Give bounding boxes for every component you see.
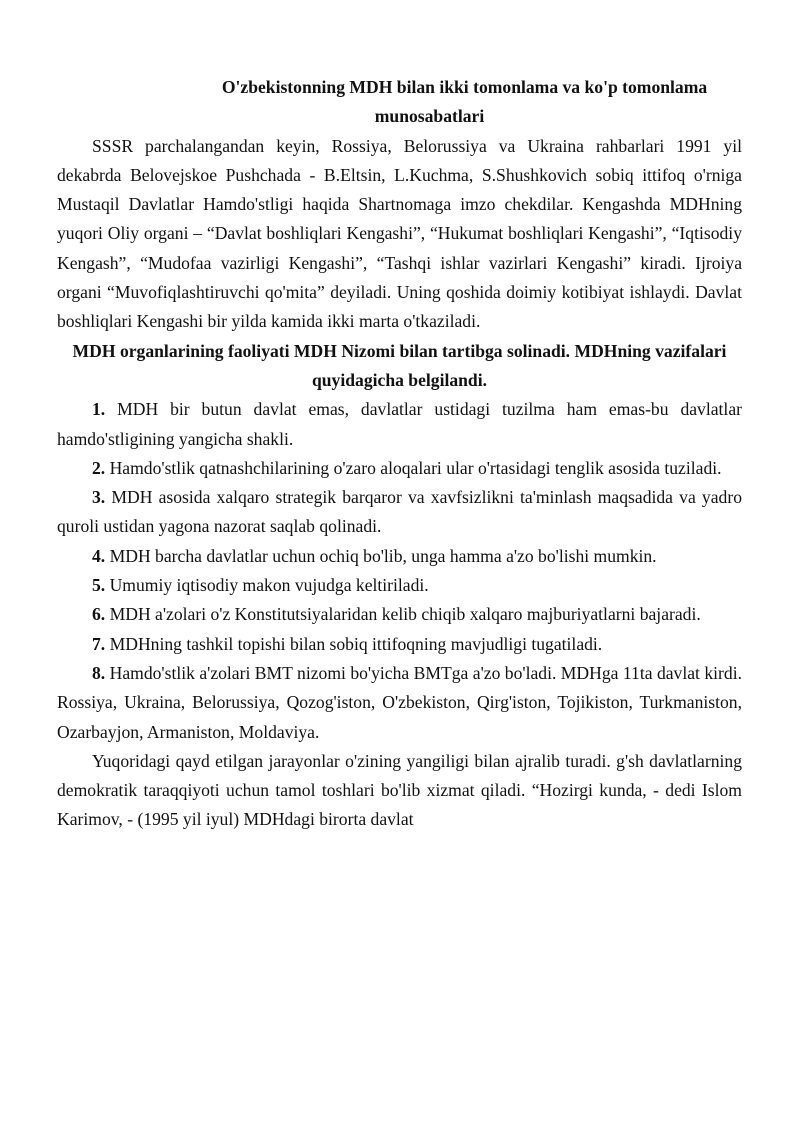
item-text: MDH barcha davlatlar uchun ochiq bo'lib, unga hamma a'zo bo'lishi mumkin. — [105, 545, 657, 566]
list-item — [57, 571, 742, 600]
closing-paragraph: Yuqoridagi qayd etilgan jarayonlar o'zining yangiligi bilan ajralib turadi. g'sh davlatlarning demokratik taraqqiyoti uchun tamol toshlari bo'lib xizmat qiladi. “Hozirgi kunda, - dedi Islom Karimov, - (1995 yil iyul) MDHdagi birorta davlat — [57, 750, 742, 830]
intro-paragraph: SSSR parchalangandan keyin, Rossiya, Belorussiya va Ukraina rahbarlari 1991 yil dekabrda Belovejskoe Pushchada - B.Eltsin, L.Kuchma, S.Shushkovich sobiq ittifoq o'rniga Mustaqil Davlatlar Hamdo'stligi haqida Shartnomaga imzo chekdilar. Kengashda MDHning yuqori Oliy organi – “Davlat boshliqlari Kengashi”, “Hukumat boshliqlari Kengashi”, “Iqtisodiy Kengash”, “Mudofaa vazirligi Kengashi”, “Tashqi ishlar vazirlari Kengashi” kiradi. Ijroiya organi “Muvofiqlashtiruvchi qo'mita” deyiladi. Uning qoshida doimiy kotibiyat ishlaydi. Davlat boshliqlari Kengashi bir yilda kamida ikki marta o'tkaziladi. — [57, 135, 742, 332]
item-text: Umumiy iqtisodiy makon vujudga keltiriladi. — [105, 575, 429, 596]
item-text: Hamdo'stlik a'zolari BMT nizomi bo'yicha BMTga a'zo bo'ladi. MDHga 11ta davlat kirdi. Rossiya, Ukraina, Belorussiya, Qozog'iston, O'zbekiston, Qirg'iston, Tojikiston, Turkmaniston, Ozarbayjon, Armaniston, Moldaviya. — [57, 662, 742, 742]
document-title-line2: munosabatlari — [374, 106, 485, 127]
item-text: MDHning tashkil topishi bilan sobiq ittifoqning mavjudligi tugatiladi. — [105, 633, 603, 654]
list-item — [57, 483, 742, 542]
item-number: 6. — [92, 604, 106, 625]
item-number: 8. — [92, 662, 106, 683]
list-item — [57, 542, 742, 571]
item-text: MDH asosida xalqaro strategik barqaror va xavfsizlikni ta'minlash maqsadida va yadro quroli ustidan yagona nazorat saqlab qolinadi. — [57, 487, 742, 537]
item-number: 4. — [92, 545, 106, 566]
list-item — [57, 659, 742, 747]
item-number: 7. — [92, 633, 106, 654]
document-title-line1: O'zbekistonning MDH bilan ikki tomonlama va ko'p tomonlama — [221, 77, 708, 97]
item-text: Hamdo'stlik qatnashchilarining o'zaro aloqalari ular o'rtasidagi tenglik asosida tuziladi. — [105, 457, 722, 478]
item-number: 3. — [92, 487, 106, 508]
section-heading: MDH organlarining faoliyati MDH Nizomi bilan tartibga solinadi. MDHning vazifalari quyidagicha belgilandi. — [72, 340, 727, 390]
item-number: 1. — [92, 399, 106, 420]
list-item — [57, 395, 742, 454]
item-number: 2. — [92, 457, 106, 478]
list-item — [57, 454, 742, 483]
item-text: MDH a'zolari o'z Konstitutsiyalaridan kelib chiqib xalqaro majburiyatlarni bajaradi. — [105, 604, 701, 625]
list-item — [57, 600, 742, 629]
item-number: 5. — [92, 575, 106, 596]
item-text: MDH bir butun davlat emas, davlatlar ustidagi tuzilma ham emas-bu davlatlar hamdo'stligining yangicha shakli. — [57, 399, 742, 449]
list-item — [57, 630, 742, 659]
